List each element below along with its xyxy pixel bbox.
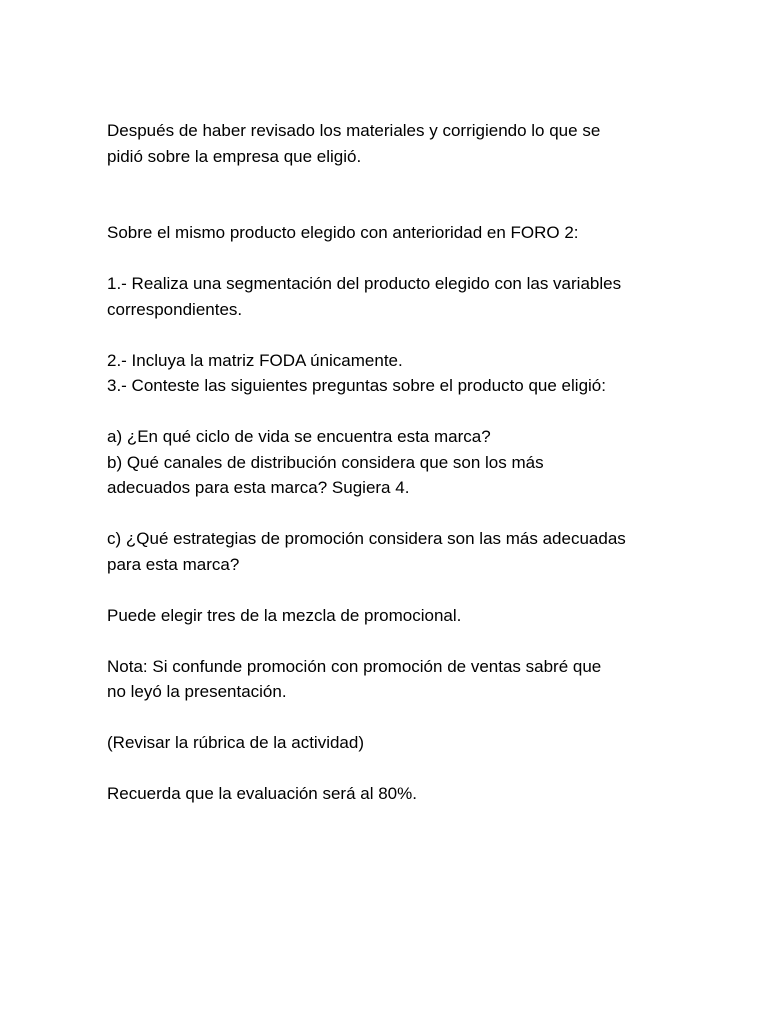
promo-choice-line: Puede elegir tres de la mezcla de promocional. xyxy=(107,605,462,625)
item-3: 3.- Conteste las siguientes preguntas sobre el producto que eligió: xyxy=(107,376,606,395)
spacer xyxy=(107,246,687,272)
questions-a-b xyxy=(107,424,687,501)
spacer xyxy=(107,756,687,782)
item-2: 2.- Incluya la matriz FODA únicamente. xyxy=(107,350,403,370)
question-c-line: para esta marca? xyxy=(107,554,240,574)
item-2-3 xyxy=(107,348,687,399)
spacer xyxy=(107,577,687,603)
question-c xyxy=(107,526,687,577)
item-1 xyxy=(107,271,687,322)
spacer xyxy=(107,501,687,527)
question-b-line: b) Qué canales de distribución considera que son los más xyxy=(107,452,544,472)
question-a: a) ¿En qué ciclo de vida se encuentra esta marca? xyxy=(107,427,491,446)
intro-line: Después de haber revisado los materiales y corrigiendo lo que se xyxy=(107,121,601,140)
question-c-line: c) ¿Qué estrategias de promoción considera son las más adecuadas xyxy=(107,529,626,548)
spacer xyxy=(107,705,687,731)
promo-choice-paragraph xyxy=(107,603,687,629)
evaluation-line: Recuerda que la evaluación será al 80%. xyxy=(107,784,417,803)
context-paragraph xyxy=(107,220,687,246)
intro-line: pidió sobre la empresa que eligió. xyxy=(107,146,362,166)
item-1-line: 1.- Realiza una segmentación del producto elegido con las variables xyxy=(107,274,622,293)
spacer xyxy=(107,322,687,348)
note-paragraph xyxy=(107,654,687,705)
item-1-line: correspondientes. xyxy=(107,299,243,319)
context-line: Sobre el mismo producto elegido con anterioridad en FORO 2: xyxy=(107,223,579,242)
question-b-line: adecuados para esta marca? Sugiera 4. xyxy=(107,478,410,497)
note-line: no leyó la presentación. xyxy=(107,682,287,701)
rubric-paragraph xyxy=(107,730,687,756)
document-body xyxy=(107,118,687,807)
intro-paragraph xyxy=(107,118,687,169)
spacer xyxy=(107,628,687,654)
note-line: Nota: Si confunde promoción con promoción de ventas sabré que xyxy=(107,656,602,676)
spacer xyxy=(107,399,687,425)
rubric-line: (Revisar la rúbrica de la actividad) xyxy=(107,733,364,752)
evaluation-paragraph xyxy=(107,781,687,807)
spacer xyxy=(107,169,687,220)
